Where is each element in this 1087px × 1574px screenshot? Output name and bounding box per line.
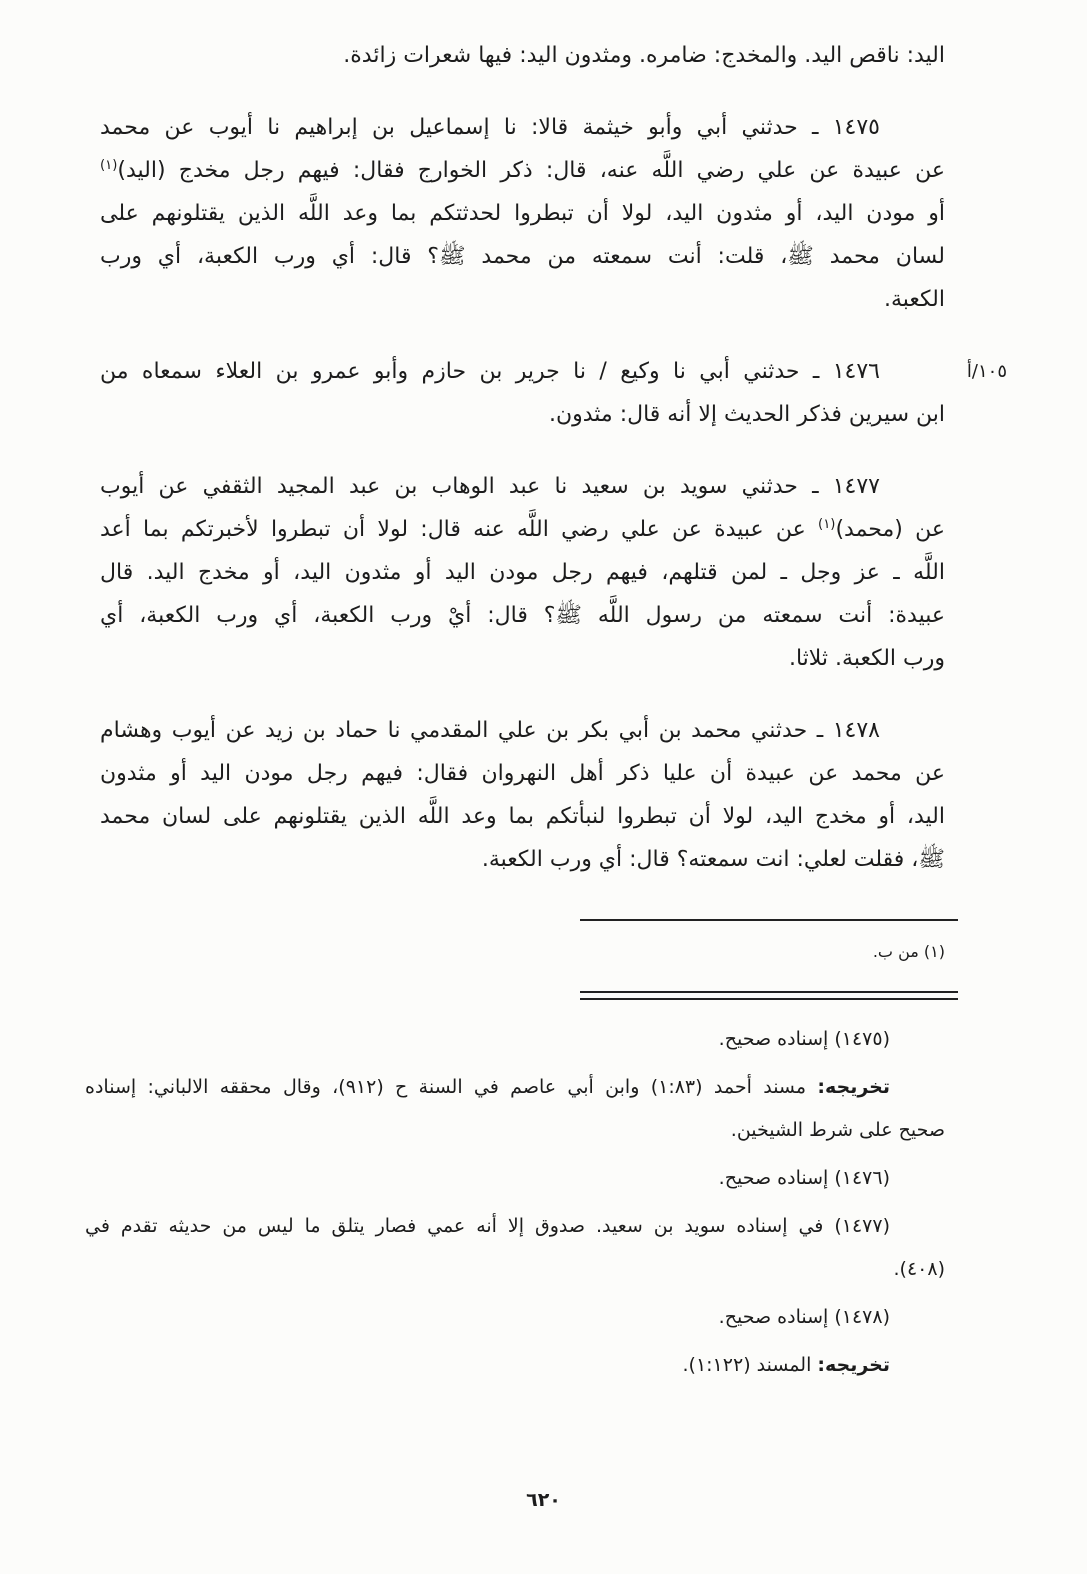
note-text: صحيح على شرط الشيخين. [730, 1119, 945, 1141]
note-number: (١٤٧٧) [834, 1215, 890, 1237]
main-text [100, 34, 1007, 881]
commentary-separator [580, 991, 958, 1000]
hadith-line [100, 838, 945, 881]
hadith-paragraph [100, 709, 945, 881]
hadith-text: اليد، أو مخدج اليد، لولا أن تبطروا لنبأتكم بما وعد اللَّه الذين يقتلونهم على لسان محمد [100, 804, 945, 829]
hadith-line [100, 465, 945, 508]
hadith-text: ـ حدثني أبي نا وكيع / نا جرير بن حازم وأبو عمرو بن العلاء سمعاه من [100, 359, 833, 384]
hadith-number: ١٤٧٦ [832, 359, 880, 384]
hadith-text: عن عبيدة عن علي رضي اللَّه عنه، قال: ذكر الخوارج فقال: فيهم رجل مخدج (اليد) [117, 158, 945, 183]
hadith-text: عبيدة: أنت سمعته من رسول اللَّه ﷺ؟ قال: أيْ ورب الكعبة، أي ورب الكعبة، أي [100, 603, 945, 628]
continuation-line: اليد: ناقص اليد. والمخدج: ضامره. ومثدون اليد: فيها شعرات زائدة. [343, 43, 945, 68]
note-text: إسناده صحيح. [718, 1028, 835, 1050]
hadith-text: عن (محمد) [835, 517, 945, 542]
takhrij-label: تخريجه: [817, 1354, 890, 1376]
commentary-note [85, 1344, 945, 1387]
hadith-line [100, 350, 945, 393]
note-line [85, 1296, 945, 1339]
footnote-1 [873, 939, 945, 965]
hadith-text: الكعبة. [883, 287, 945, 312]
hadith-line [100, 752, 945, 795]
note-line [85, 1248, 945, 1291]
hadith-line [100, 393, 945, 436]
hadith-text: عن محمد عن عبيدة أن عليا ذكر أهل النهروان فقال: فيهم رجل مودن اليد أو مثدون [100, 761, 945, 786]
hadith-text: ﷺ، فقلت لعلي: انت سمعته؟ قال: أي ورب الكعبة. [481, 847, 945, 872]
commentary-note [85, 1018, 945, 1061]
commentary-note [85, 1296, 945, 1339]
note-text: إسناده صحيح. [718, 1167, 835, 1189]
note-number: (١٤٧٨) [834, 1306, 890, 1328]
hadith-line [100, 594, 945, 637]
note-line [85, 1066, 945, 1109]
hadith-text: ـ حدثني أبي وأبو خيثمة قالا: نا إسماعيل بن إبراهيم نا أيوب عن محمد [100, 115, 833, 140]
hadith-line [100, 508, 945, 551]
hadith-text: لسان محمد ﷺ، قلت: أنت سمعته من محمد ﷺ؟ قال: أي ورب الكعبة، أي ورب [100, 244, 945, 269]
note-text: في إسناده سويد بن سعيد. صدوق إلا أنه عمي فصار يتلق ما ليس من حديثه تقدم في [85, 1215, 835, 1237]
footnote-ref: (١) [100, 158, 118, 174]
commentary-note [85, 1066, 945, 1152]
hadith-text: ـ حدثني محمد بن أبي بكر بن علي المقدمي نا حماد بن زيد عن أيوب وهشام [100, 718, 833, 743]
note-number: (١٤٧٦) [834, 1167, 890, 1189]
commentary-notes [85, 1018, 945, 1387]
hadith-paragraph [100, 350, 1007, 436]
hadith-paragraph [100, 106, 945, 321]
note-line [85, 1205, 945, 1248]
hadith-number: ١٤٧٥ [832, 115, 880, 140]
folio-marker: ١٠٥/أ [966, 361, 1007, 382]
hadith-line [100, 551, 945, 594]
hadith-line [100, 235, 945, 278]
note-number: (١٤٧٥) [834, 1028, 890, 1050]
footnotes [873, 939, 945, 965]
takhrij-label: تخريجه: [817, 1076, 890, 1098]
hadith-paragraph [100, 465, 945, 680]
hadith-text: أو مودن اليد، أو مثدون اليد، لولا أن تبطروا لحدثتكم بما وعد اللَّه الذين يقتلونهم على [100, 201, 945, 226]
commentary-note [85, 1157, 945, 1200]
footnote-text: من ب. [872, 942, 919, 961]
hadith-line [100, 192, 945, 235]
note-line [85, 1109, 945, 1152]
hadith-line [100, 795, 945, 838]
hadith-text: اللَّه ـ عز وجل ـ لمن قتلهم، فيهم رجل مودن اليد أو مثدون اليد، أو مخدج اليد. قال [100, 560, 945, 585]
note-text: المسند (١:١٢٢). [682, 1354, 818, 1376]
note-line [85, 1018, 945, 1061]
hadith-text: ـ حدثني سويد بن سعيد نا عبد الوهاب بن عبد المجيد الثقفي عن أيوب [100, 474, 833, 499]
note-text: مسند أحمد (١:٨٣) وابن أبي عاصم في السنة ح (٩١٢)، وقال محققه الالباني: إسناده [85, 1076, 818, 1098]
note-line [85, 1344, 945, 1387]
note-text: (٤٠٨). [893, 1258, 945, 1280]
hadith-line [100, 106, 945, 149]
hadith-text: ابن سيرين فذكر الحديث إلا أنه قال: مثدون. [548, 402, 945, 427]
hadith-number: ١٤٧٧ [832, 474, 880, 499]
footnote-marker: (١) [923, 942, 945, 961]
hadith-line [100, 709, 945, 752]
commentary-note [85, 1205, 945, 1291]
footnote-separator [580, 919, 958, 921]
note-line [85, 1157, 945, 1200]
hadith-line [100, 278, 945, 321]
hadith-text: عن عبيدة عن علي رضي اللَّه عنه قال: لولا أن تبطروا لأخبرتكم بما أعد [100, 517, 819, 542]
hadith-line [100, 149, 945, 192]
hadith-number: ١٤٧٨ [832, 718, 880, 743]
footnote-ref: (١) [818, 517, 836, 533]
hadith-list [100, 106, 1007, 881]
hadith-text: ورب الكعبة. ثلاثا. [788, 646, 945, 671]
note-text: إسناده صحيح. [718, 1306, 835, 1328]
hadith-line [100, 637, 945, 680]
page-number: ٦٢٠ [526, 1489, 561, 1511]
